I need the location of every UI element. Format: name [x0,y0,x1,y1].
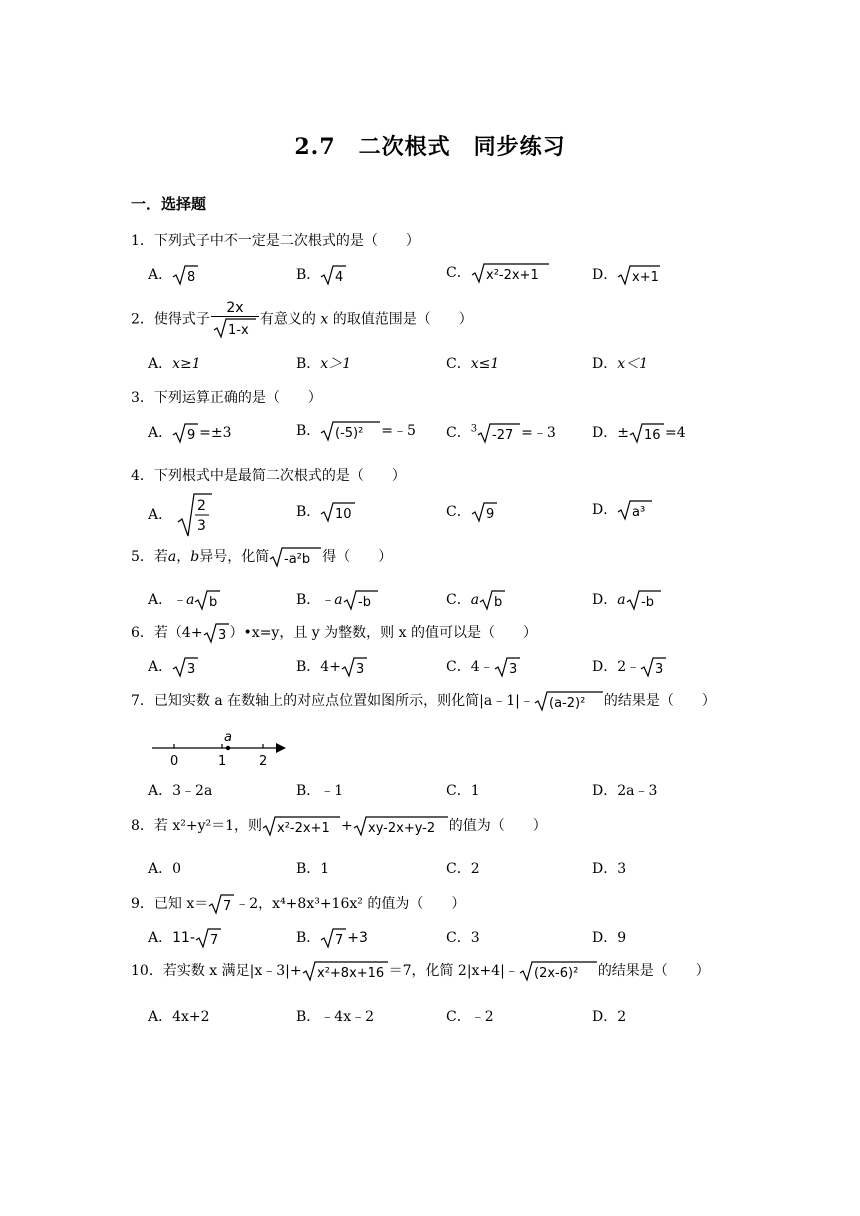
radicand-text: 3 [355,662,365,677]
sqrt-radical [617,264,661,286]
q8-option-d[interactable]: D．3 [592,861,627,877]
radicand-text: 9 [187,428,196,443]
tick-label-2: 2 [259,754,268,769]
radicand-text: 9 [485,507,494,522]
radicand-text: 4 [335,270,344,285]
q4-option-a[interactable]: A． 2 3 [148,492,213,538]
question-6: 6．若（4+ 3 ）•x=y，且 y 为整数，则 x 的值可以是（ ） [131,622,537,644]
cube-root-radical [477,422,521,444]
sqrt-radical [172,264,199,286]
radicand-text: 7 [335,933,344,948]
q6-option-a[interactable]: A． 3 [148,656,199,678]
sqrt-radical [320,501,356,523]
q9-option-b[interactable]: B． 7 +3 [296,927,368,949]
radicand-text: x²-2x+1 [485,268,539,283]
sqrt-radical [172,656,199,678]
q5-option-c[interactable]: C．a b [446,589,506,611]
radicand-text: x²+8x+16 [316,966,384,981]
sqrt-radical [194,589,221,611]
question-4: 4．下列根式中是最简二次根式的是（ ） [131,468,406,484]
q2-option-b[interactable]: B．x＞1 [296,356,352,372]
q3-option-a[interactable]: A． 9 =±3 [148,422,232,444]
q10-option-d[interactable]: D．2 [592,1009,627,1025]
radicand-text: xy-2x+y-2 [367,821,435,836]
radicand-text: 3 [655,662,664,677]
q4-option-b[interactable]: B． 10 [296,501,356,523]
fraction-denominator: 3 [196,518,206,534]
page-title: 2.7 二次根式 同步练习 [294,134,566,160]
question-8: 8．若 x²+y²＝1，则 x²-2x+1 + xy-2x+y-2 的值为（ ） [131,815,547,837]
radicand-text: -a²b [284,552,311,567]
q7-option-a[interactable]: A．3﹣2a [148,783,213,799]
arrow-icon [276,743,286,753]
q8-option-a[interactable]: A．0 [148,861,182,877]
q5-option-a[interactable]: A．﹣a b [148,589,221,611]
sqrt-radical [213,317,257,339]
q10-option-c[interactable]: C．﹣2 [446,1009,494,1025]
q2-option-a[interactable]: A．x≥1 [148,356,201,372]
q10-option-b[interactable]: B．﹣4x﹣2 [296,1009,375,1025]
sqrt-radical [203,622,230,644]
question-7: 7．已知实数 a 在数轴上的对应点位置如图所示，则化简|a﹣1|﹣ (a-2)² 的结果是（ ） [131,690,716,712]
radicand-text: (a-2)² [548,696,586,711]
tick-label-1: 1 [218,754,227,769]
q9-option-d[interactable]: D．9 [592,930,627,946]
radicand-text: 7 [210,933,219,948]
radicand-text: 1-x [227,323,249,338]
sqrt-fraction-radical [177,492,213,538]
point-a-label: a [224,730,232,745]
sqrt-radical [626,589,662,611]
q3-option-d[interactable]: D．± 16 =4 [592,422,686,444]
q6-option-c[interactable]: C．4﹣ 3 [446,656,521,678]
question-9: 9．已知 x＝ 7 ﹣2，x⁴+8x³+16x² 的值为（ ） [131,893,465,915]
radicand-text: 3 [508,662,517,677]
q8-option-b[interactable]: B．1 [296,861,330,877]
point-a-dot [226,746,230,750]
radicand-text: x²-2x+1 [277,821,330,836]
radicand-text: a³ [632,505,646,520]
sqrt-radical [519,960,598,982]
sqrt-radical [534,690,604,712]
radicand-text: x+1 [632,270,660,285]
radicand-text: 16 [643,428,661,443]
q6-option-d[interactable]: D．2﹣ 3 [592,656,667,678]
q5-option-b[interactable]: B．﹣a -b [296,589,379,611]
question-3: 3．下列运算正确的是（ ） [131,390,322,406]
sqrt-radical [269,546,322,568]
sqrt-radical [343,589,379,611]
q1-option-d[interactable]: D． x+1 [592,264,661,286]
radicand-text: 3 [187,662,196,677]
sqrt-radical [629,422,665,444]
sqrt-radical [195,927,222,949]
q8-option-c[interactable]: C．2 [446,861,480,877]
sqrt-radical [471,501,498,523]
sqrt-radical [494,656,521,678]
q5-option-d[interactable]: D．a -b [592,589,662,611]
sqrt-radical [172,422,199,444]
sqrt-radical [341,656,368,678]
q3-option-b[interactable]: B． (-5)² =﹣5 [296,420,416,442]
q2-option-d[interactable]: D．x＜1 [592,356,649,372]
sqrt-radical [320,927,347,949]
q4-option-c[interactable]: C． 9 [446,501,498,523]
radicand-text: b [494,595,503,610]
sqrt-radical [320,264,347,286]
sqrt-radical [208,893,235,915]
radicand-text: (-5)² [335,426,364,441]
radicand-text: -b [357,595,371,610]
q10-option-a[interactable]: A．4x+2 [148,1009,210,1025]
section-heading: 一．选择题 [131,195,207,213]
question-5: 5．若a，b异号，化简 -a²b 得（ ） [131,546,392,568]
radicand-text: 10 [335,507,352,522]
sqrt-radical [617,499,653,521]
q7-option-d[interactable]: D．2a﹣3 [592,783,658,799]
q2-option-c[interactable]: C．x≤1 [446,356,500,372]
radicand-text: -27 [492,428,514,443]
radicand-text: 7 [223,899,232,914]
radicand-text: b [209,595,218,610]
radicand-text: 8 [187,270,196,285]
tick-label-0: 0 [170,754,179,769]
q1-option-b[interactable]: B． 4 [296,264,347,286]
fraction: $\frac{2x}{1-x}$ [211,300,259,339]
q9-option-c[interactable]: C．3 [446,930,480,946]
question-10: 10．若实数 x 满足|x﹣3|+ x²+8x+16 ＝7，化简 2|x+4|﹣ (2x-6)² 的结果是（ ） [131,960,710,982]
sqrt-radical [262,815,341,837]
question-1: 1．下列式子中不一定是二次根式的是（ ） [131,233,420,249]
q6-option-b[interactable]: B．4+ 3 [296,656,368,678]
radicand-text: -b [640,595,654,610]
fraction-numerator: 2 [196,498,206,514]
sqrt-radical [471,262,550,284]
number-line-figure [148,730,293,774]
sqrt-radical [302,960,389,982]
q4-option-d[interactable]: D． a³ [592,499,653,521]
sqrt-radical [479,589,506,611]
radicand-text: 3 [217,628,226,643]
question-2: 2．使得式子 $\frac{2x}{1-x}$ 有意义的 x 的取值范围是（ ） [131,300,473,338]
radicand-text: (2x-6)² [533,966,579,981]
sqrt-radical [353,815,449,837]
q7-option-c[interactable]: C．1 [446,783,480,799]
q9-option-a[interactable]: A．11- 7 [148,927,222,949]
q7-option-b[interactable]: B．﹣1 [296,783,344,799]
q1-option-a[interactable]: A． 8 [148,264,199,286]
sqrt-radical [320,420,381,442]
q3-option-c[interactable]: C．$^3$ -27 =﹣3 [446,423,556,443]
sqrt-radical [640,656,667,678]
q1-option-c[interactable]: C． x²-2x+1 [446,262,550,284]
